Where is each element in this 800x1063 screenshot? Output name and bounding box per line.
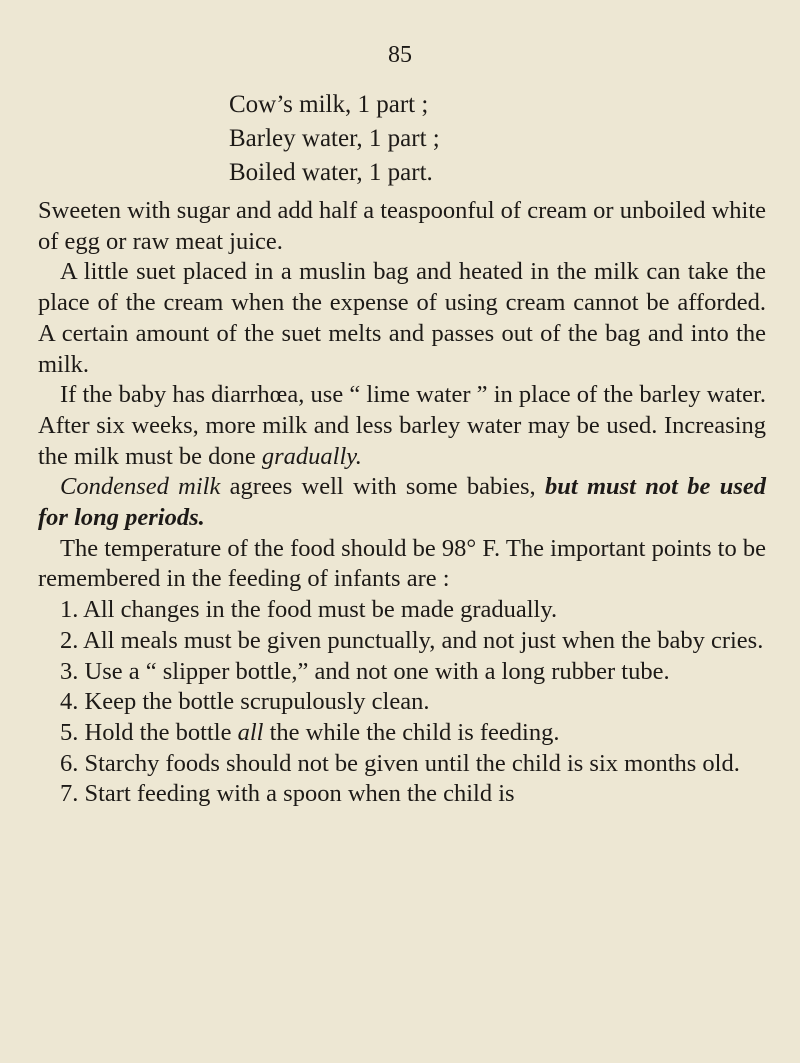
rule-5 [38,718,766,749]
paragraph-sweeten: Sweeten with sugar and add half a teaspoonful of cream or unboiled white of egg or raw meat juice. [38,197,766,255]
warning-emphasis: but must not be used for long periods. [38,473,766,532]
body-text [38,196,766,810]
rule-6: 6. Starchy foods should not be given until the child is six months old. [60,749,740,777]
rule-1: 1. All changes in the food must be made gradually. [60,596,558,624]
gradually-emphasis: gradually. [261,442,362,470]
rule-7: 7. Start feeding with a spoon when the child is [60,780,515,808]
paragraph-condensed-milk [38,472,766,533]
page-number: 85 [388,42,412,68]
rule-5-start: 5. Hold the bottle [60,718,238,746]
recipe-line-milk: Cow’s milk, 1 part ; [229,91,429,118]
condensed-milk-emphasis: Condensed milk [60,473,221,501]
recipe-line-boiled-water: Boiled water, 1 part. [229,159,433,186]
paragraph-suet: A little suet placed in a muslin bag and heated in the milk can take the place of the cream when the expense of using cream cannot be afforded. A certain amount of the suet melts and passes out of the bag and into the milk. [38,258,766,378]
rule-4: 4. Keep the bottle scrupulously clean. [60,688,430,716]
rule-2: 2. All meals must be given punctually, and not just when the baby cries. [60,626,764,654]
recipe-line-barley-water: Barley water, 1 part ; [229,125,440,152]
paragraph-temperature: The temperature of the food should be 98° F. The important points to be remembered in the feeding of infants are : [38,534,766,593]
all-emphasis: all [237,718,264,746]
paragraph-diarrhoea [38,380,766,472]
diarrhoea-text: If the baby has diarrhœa, use “ lime water ” in place of the barley water. After six weeks, more milk and less barley water may be used. Increasing the milk must be done [38,381,766,470]
recipe-list [229,88,440,190]
rule-5-end: the while the child is feeding. [263,718,560,746]
rule-3: 3. Use a “ slipper bottle,” and not one with a long rubber tube. [60,657,670,685]
condensed-text: agrees well with some babies, [220,473,536,501]
